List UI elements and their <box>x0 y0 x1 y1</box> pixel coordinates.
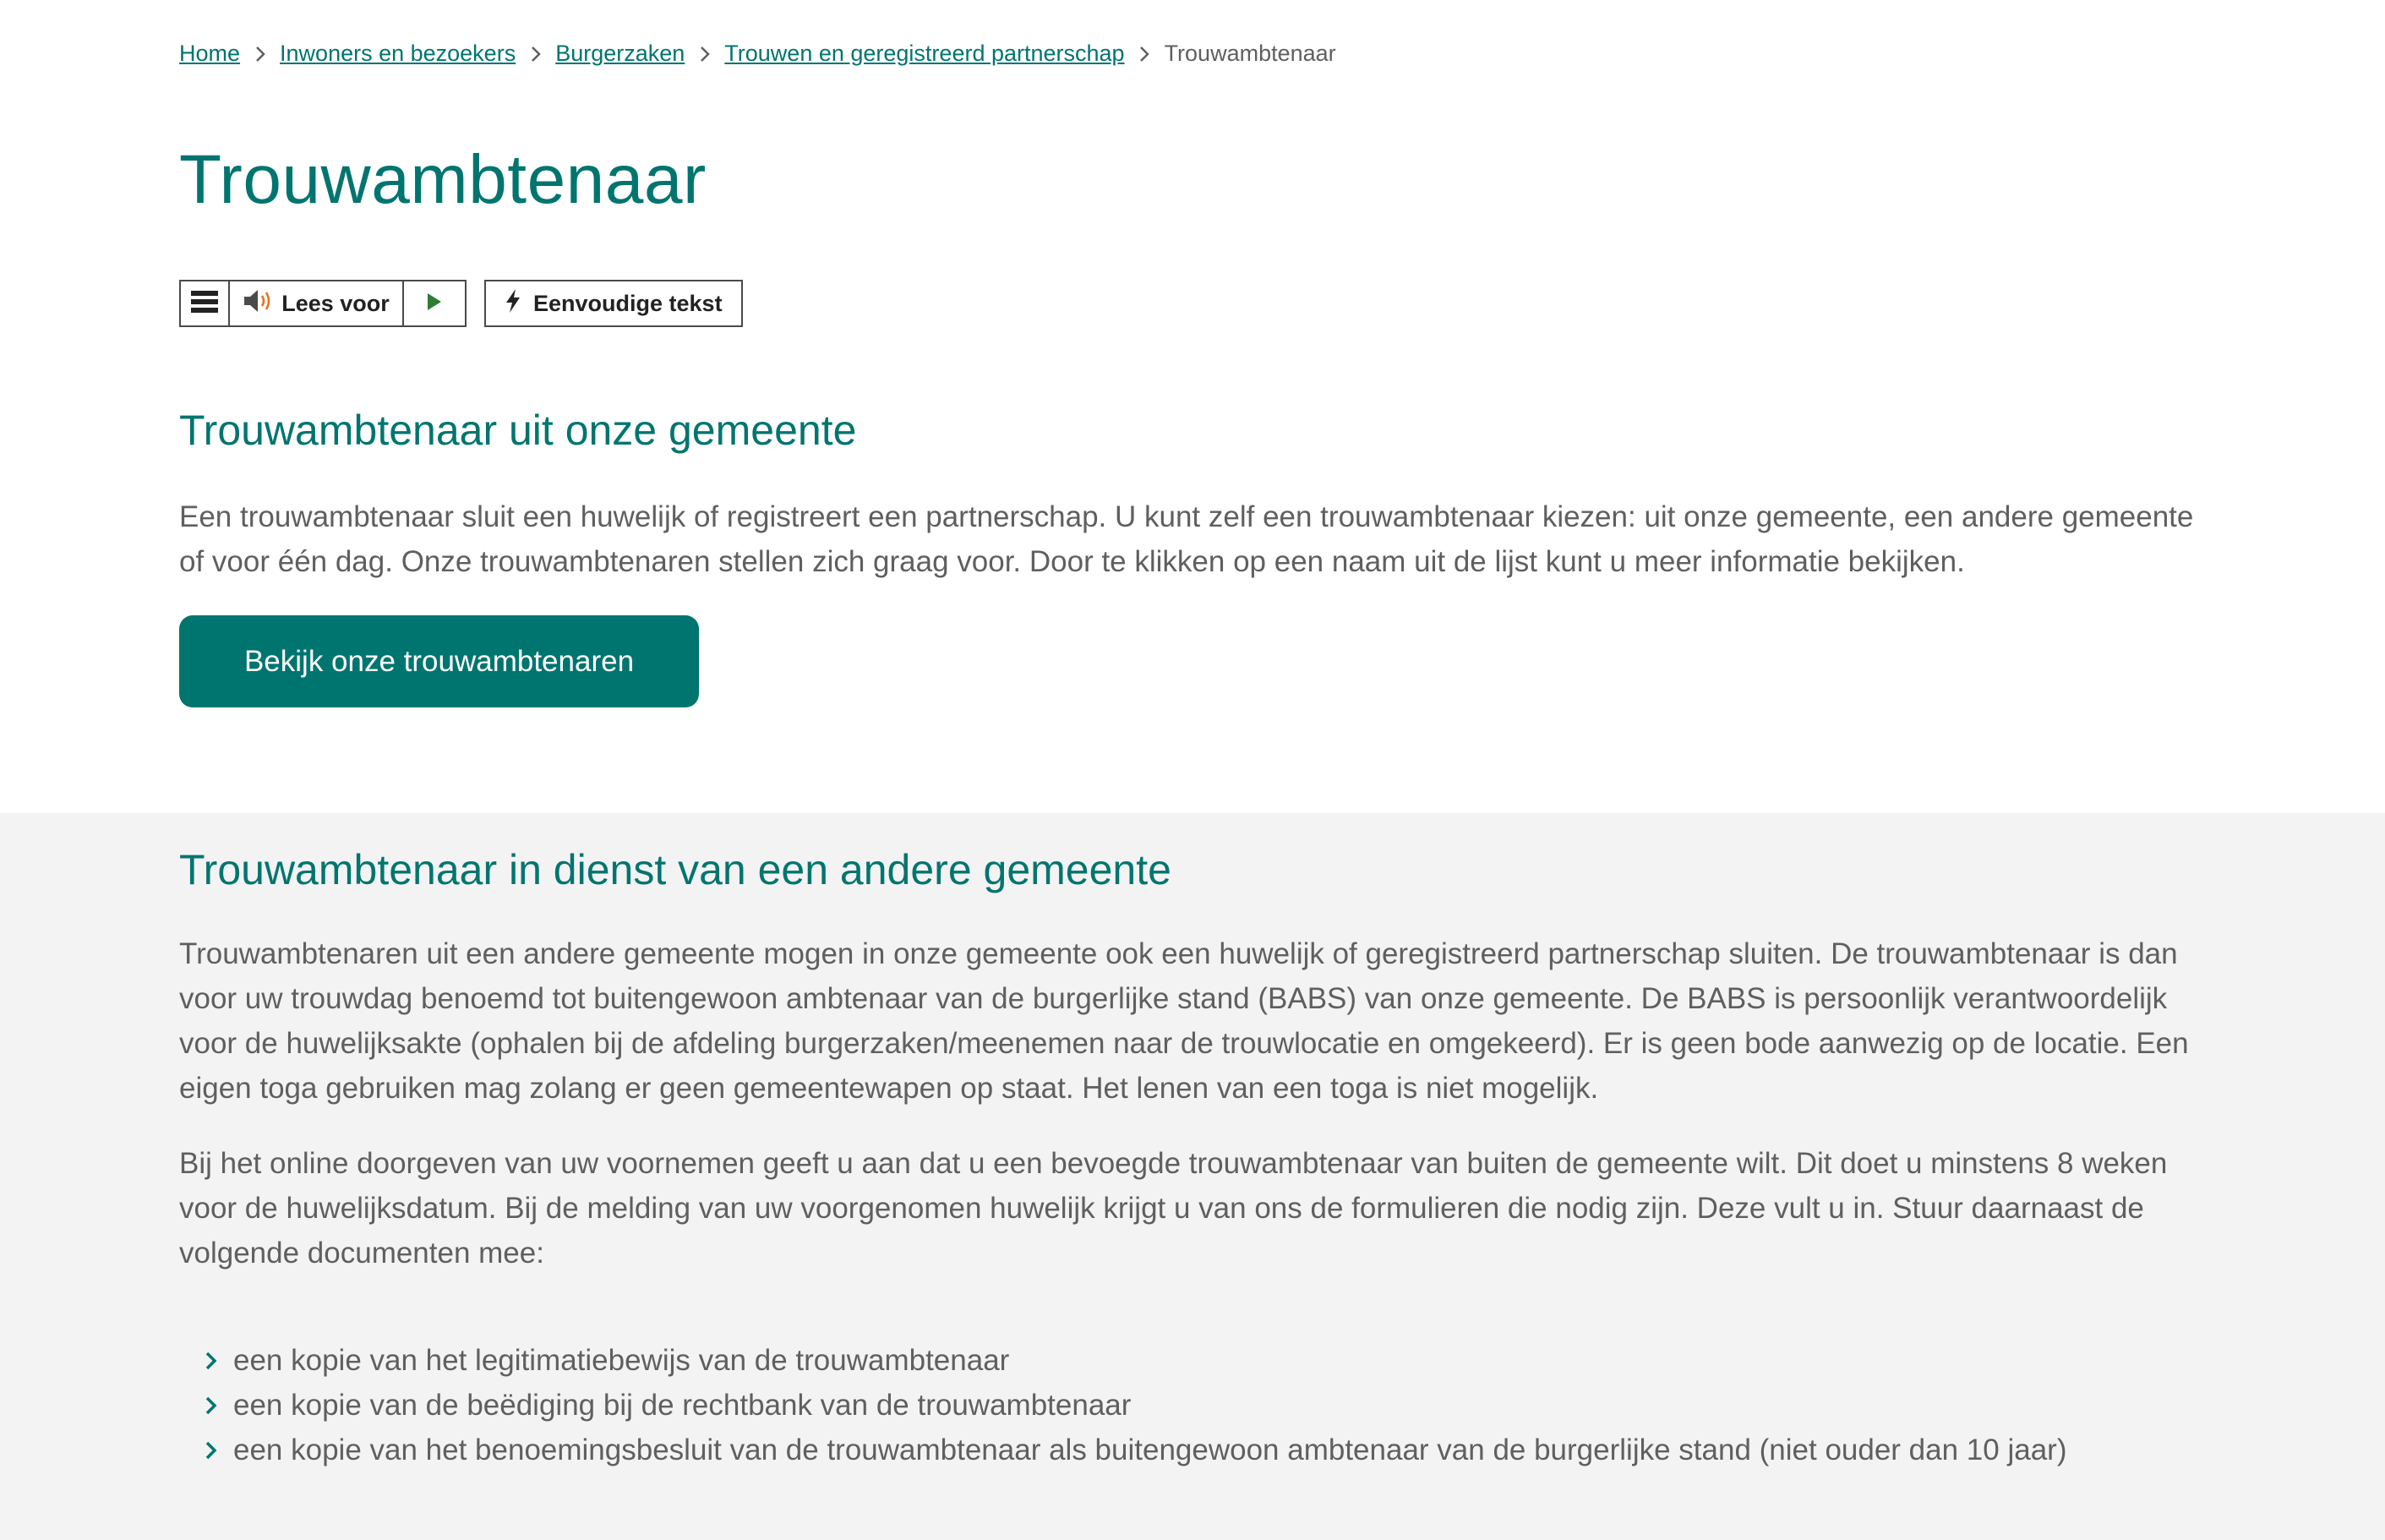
read-aloud-button[interactable] <box>230 281 404 325</box>
read-aloud-label: Lees voor <box>281 290 390 316</box>
list-item-text: een kopie van het benoemingsbesluit van de trouwambtenaar als buitengewoon ambtenaar van de burgerlijke stand (niet ouder dan 10 jaar) <box>233 1434 2067 1466</box>
section-paragraph-2: Bij het online doorgeven van uw voornemen geeft u aan dat u een bevoegde trouwambtenaar van buiten de gemeente wilt. Dit doet u minstens 8 weken voor de huwelijksdatum. Bij de melding van uw voorgenomen huwelijk krijgt u van ons de formulieren die nodig zijn. Deze vult u in. Stuur daarnaast de volgende documenten mee: <box>179 1147 2168 1270</box>
main-section-other <box>0 813 2385 1540</box>
breadcrumb-burgerzaken[interactable]: Burgerzaken <box>555 41 685 66</box>
breadcrumb <box>179 41 1336 67</box>
list-item <box>179 1338 2066 1383</box>
readspeaker-toolbar <box>179 280 743 327</box>
read-aloud-menu-button[interactable] <box>181 281 230 325</box>
play-icon <box>426 292 443 316</box>
list-item-text: een kopie van het legitimatiebewijs van de trouwambtenaar <box>233 1344 1010 1377</box>
simple-text-label: Eenvoudige tekst <box>533 290 723 316</box>
menu-icon <box>191 291 218 317</box>
read-aloud-widget <box>179 280 467 327</box>
breadcrumb-trouwen[interactable]: Trouwen en geregistreerd partnerschap <box>724 41 1125 66</box>
view-officiants-button[interactable]: Bekijk onze trouwambtenaren <box>179 615 699 707</box>
section-paragraph-1: Trouwambtenaren uit een andere gemeente mogen in onze gemeente ook een huwelijk of geregistreerd partnerschap sluiten. De trouwambtenaar is dan voor uw trouwdag benoemd tot buitengewoon ambtenaar van de burgerlijke stand (BABS) van onze gemeente. De BABS is persoonlijk verantwoordelijk voor de huwelijksakte (ophalen bij de afdeling burgerzaken/meenemen naar de trouwlocatie en omgekeerd). Er is geen bode aanwezig op de locatie. Een eigen toga gebruiken mag zolang er geen gemeentewapen op staat. Het lenen van een toga is niet mogelijk. <box>179 937 2189 1105</box>
simple-text-button[interactable] <box>484 280 743 327</box>
chevron-right-icon <box>179 1395 233 1416</box>
breadcrumb-current: Trouwambtenaar <box>1164 41 1336 66</box>
list-item <box>179 1383 2066 1428</box>
list-item-text: een kopie van de beëdiging bij de rechtbank van de trouwambtenaar <box>233 1389 1132 1422</box>
breadcrumb-inwoners[interactable]: Inwoners en bezoekers <box>280 41 516 66</box>
lightning-icon <box>505 288 521 319</box>
chevron-right-icon <box>685 46 724 63</box>
section-heading-other: Trouwambtenaar in dienst van een andere gemeente <box>179 846 1171 893</box>
speaker-icon <box>243 288 273 319</box>
page-title: Trouwambtenaar <box>179 141 707 218</box>
chevron-right-icon <box>1125 46 1165 63</box>
section-heading-local: Trouwambtenaar uit onze gemeente <box>179 407 857 454</box>
chevron-right-icon <box>516 46 555 63</box>
section-text-local: Een trouwambtenaar sluit een huwelijk of registreert een partnerschap. U kunt zelf een trouwambtenaar kiezen: uit onze gemeente, een andere gemeente of voor één dag. Onze trouwambtenaren stellen zich graag voor. Door te klikken op een naam uit de lijst kunt u meer informatie bekijken. <box>179 500 2194 578</box>
document-list <box>179 1338 2066 1472</box>
play-button[interactable] <box>404 281 465 325</box>
chevron-right-icon <box>179 1351 233 1371</box>
chevron-right-icon <box>240 46 280 63</box>
chevron-right-icon <box>179 1440 233 1461</box>
breadcrumb-home[interactable]: Home <box>179 41 241 66</box>
list-item <box>179 1428 2066 1472</box>
